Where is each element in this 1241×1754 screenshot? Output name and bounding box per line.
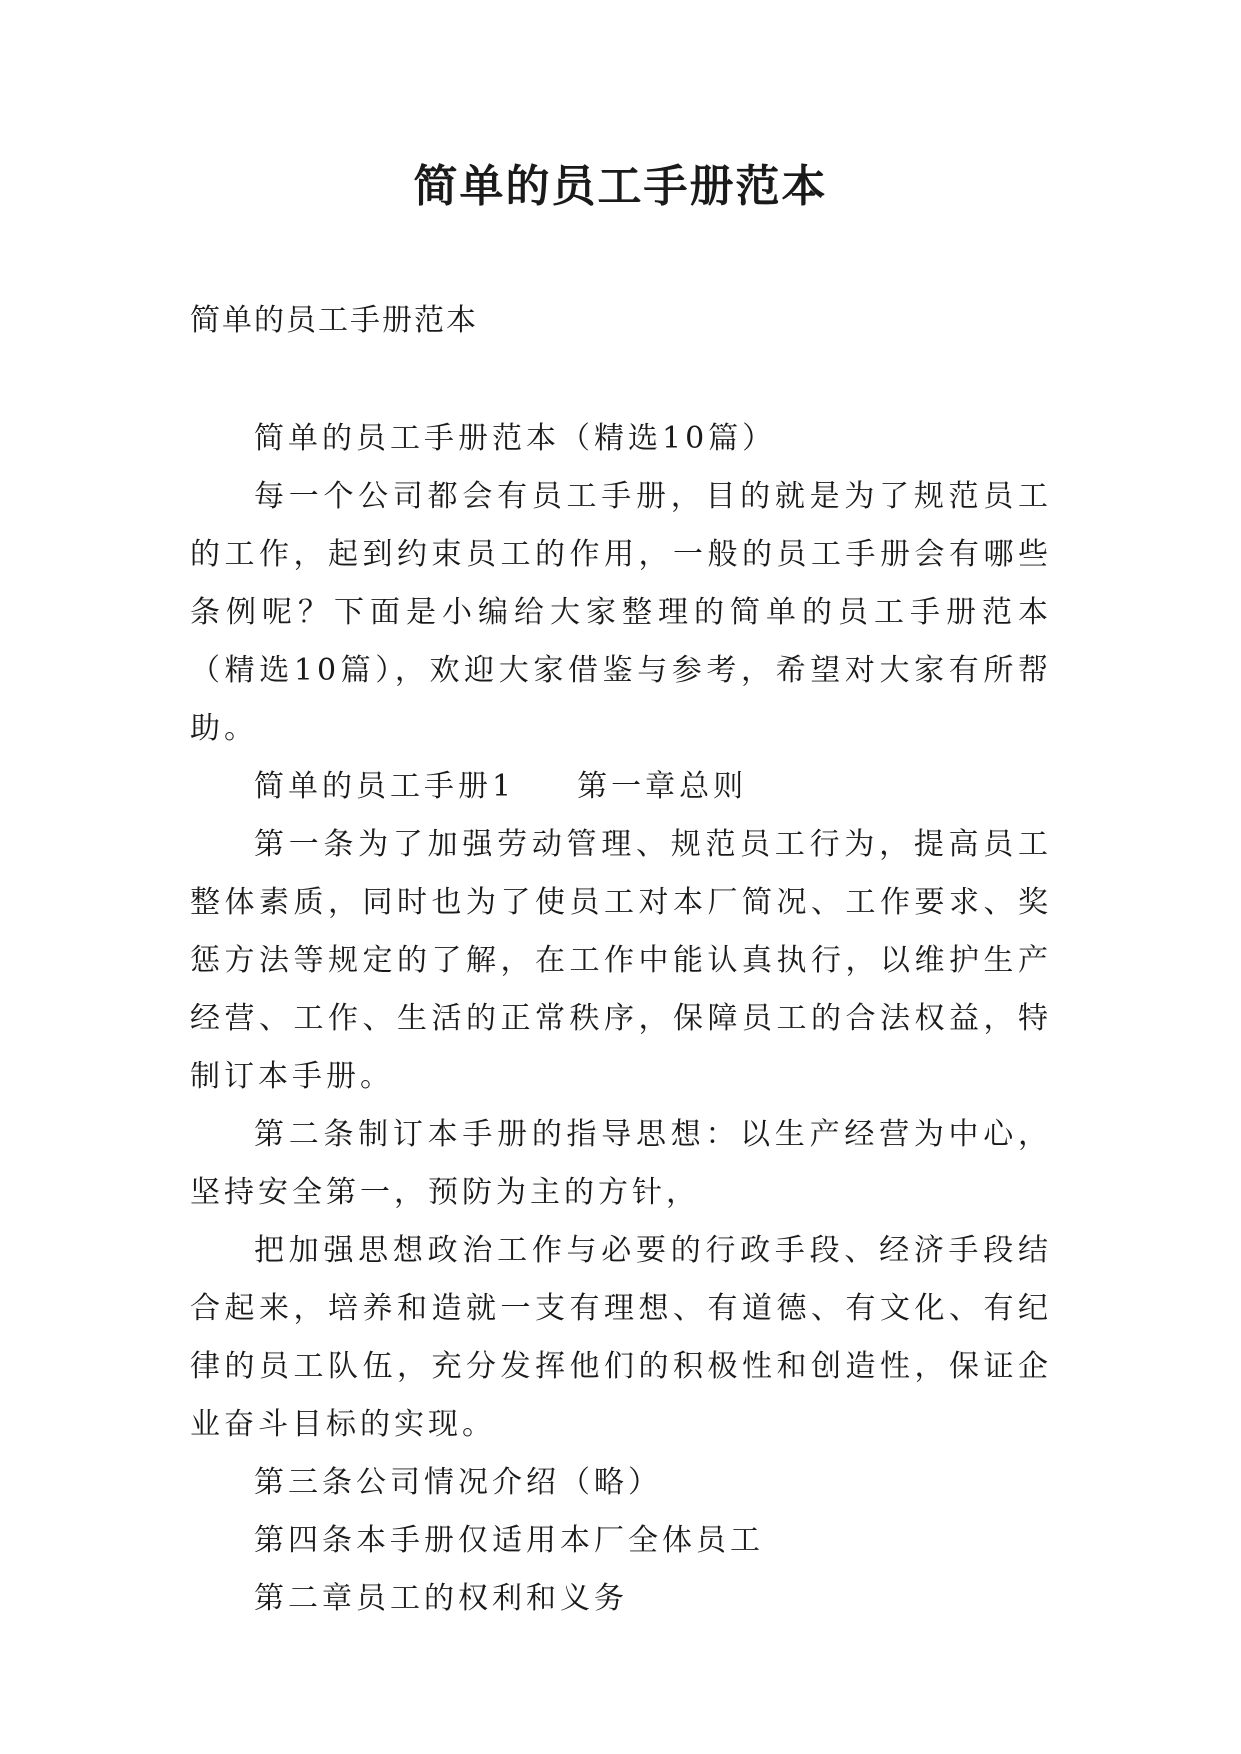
chapter-2-heading: 第二章员工的权利和义务 bbox=[254, 1581, 628, 1616]
section-heading-right: 第一章总则 bbox=[577, 769, 748, 804]
paragraph-intro-heading: 简单的员工手册范本（精选10篇） bbox=[254, 421, 777, 456]
document-subtitle: 简单的员工手册范本 bbox=[190, 303, 478, 338]
page-title: 简单的员工手册范本 bbox=[413, 161, 828, 212]
document-body bbox=[190, 410, 1052, 1628]
article-2: 第二条制订本手册的指导思想：以生产经营为中心，坚持安全第一，预防为主的方针， bbox=[190, 1117, 1052, 1210]
article-1: 第一条为了加强劳动管理、规范员工行为，提高员工整体素质，同时也为了使员工对本厂简况、工作要求、奖惩方法等规定的了解，在工作中能认真执行，以维护生产经营、工作、生活的正常秩序，保障员工的合法权益，特制订本手册。 bbox=[190, 827, 1052, 1094]
article-4: 第四条本手册仅适用本厂全体员工 bbox=[254, 1523, 764, 1558]
article-3: 第三条公司情况介绍（略） bbox=[254, 1465, 662, 1500]
article-2-continued: 把加强思想政治工作与必要的行政手段、经济手段结合起来，培养和造就一支有理想、有道德、有文化、有纪律的员工队伍，充分发挥他们的积极性和创造性，保证企业奋斗目标的实现。 bbox=[190, 1233, 1052, 1442]
section-heading bbox=[190, 758, 1052, 816]
section-heading-left: 简单的员工手册1 bbox=[254, 769, 516, 804]
paragraph-intro: 每一个公司都会有员工手册，目的就是为了规范员工的工作，起到约束员工的作用，一般的员工手册会有哪些条例呢？下面是小编给大家整理的简单的员工手册范本（精选10篇），欢迎大家借鉴与参考，希望对大家有所帮助。 bbox=[190, 479, 1052, 746]
